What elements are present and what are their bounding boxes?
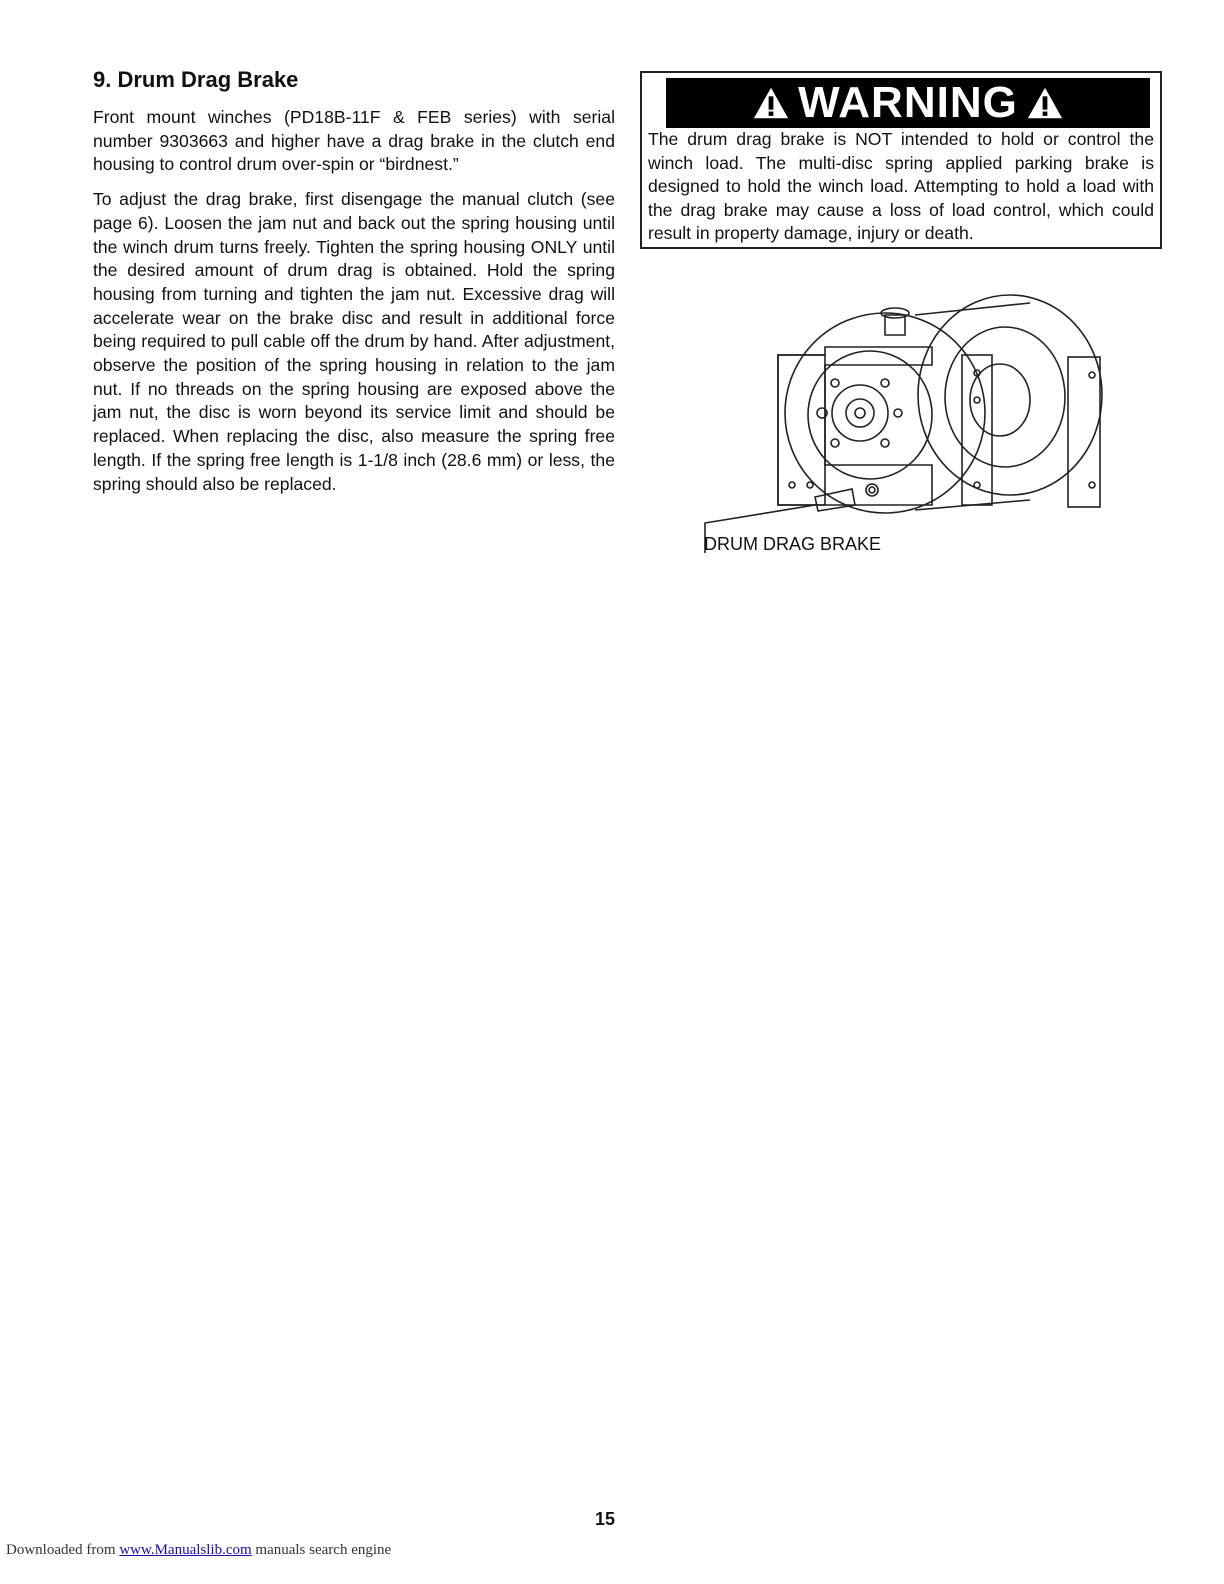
warning-heading: WARNING <box>798 78 1018 127</box>
footer-prefix: Downloaded from <box>6 1542 120 1558</box>
warning-text: The drum drag brake is NOT intended to hold or control the winch load. The multi-disc spring applied parking brake is designed to hold the winch load. Attempting to hold a load with the drag brake may cause a loss of load control, which could result in property damage, injury or death. <box>648 129 1154 244</box>
warning-banner <box>666 78 1150 128</box>
warning-triangle-icon <box>1026 85 1064 121</box>
manualslib-link[interactable]: www.Manualslib.com <box>119 1542 252 1558</box>
winch-drawing-icon <box>700 285 1120 575</box>
download-footer <box>6 1542 391 1559</box>
warning-box <box>640 71 1162 249</box>
footer-suffix: manuals search engine <box>251 1542 392 1558</box>
paragraph-adjustment: To adjust the drag brake, first disengage the manual clutch (see page 6). Loosen the jam nut and back out the spring housing until the winch drum turns freely. Tighten the spring housing ONLY until the desired amount of drum drag is obtained. Hold the spring housing from turning and tighten the jam nut. Excessive drag will accelerate wear on the brake disc and result in additional force being required to pull cable off the drum by hand. After adjustment, observe the position of the spring housing in relation to the jam nut. If no threads on the spring housing are exposed above the jam nut, the disc is worn beyond its service limit and should be replaced. When replacing the disc, also measure the spring free length. If the spring free length is 1-1/8 inch (28.6 mm) or less, the spring should also be replaced. <box>93 189 615 494</box>
warning-triangle-icon <box>752 85 790 121</box>
text-column <box>93 66 615 507</box>
page-number: 15 <box>594 1509 616 1529</box>
section-title: 9. Drum Drag Brake <box>93 67 299 92</box>
paragraph-intro: Front mount winches (PD18B-11F & FEB series) with serial number 9303663 and higher have a drag brake in the clutch end housing to control drum over-spin or “birdnest.” <box>93 107 615 175</box>
figure-caption: DRUM DRAG BRAKE <box>704 534 882 554</box>
